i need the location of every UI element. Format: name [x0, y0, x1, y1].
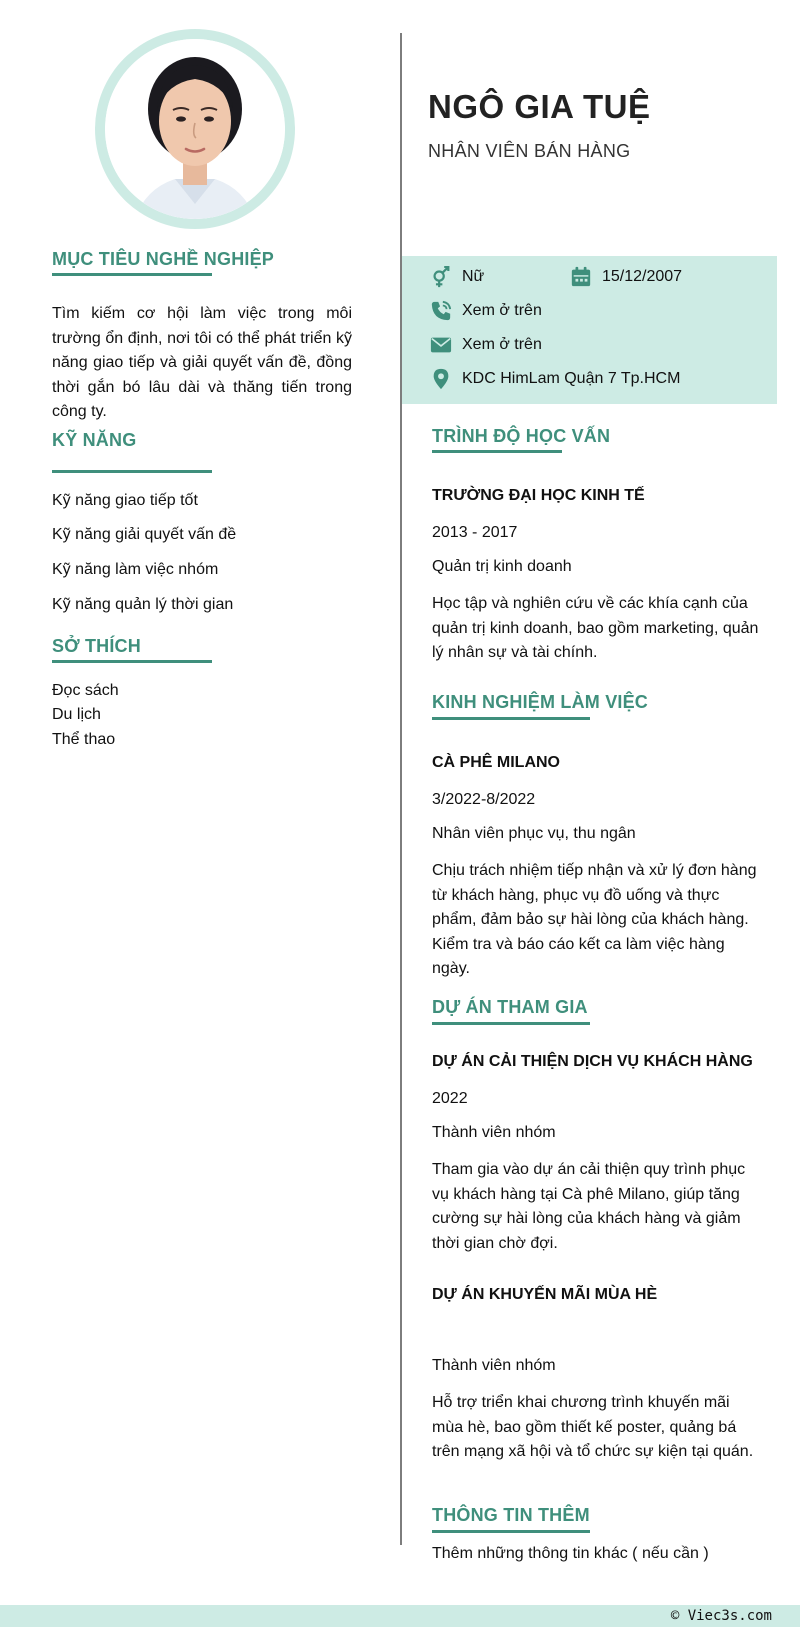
objective-text: Tìm kiếm cơ hội làm việc trong môi trường ổn định, nơi tôi có thể phát triển kỹ năng giao tiếp và giải quyết vấn đề, đồng thời gắn bó lâu dài và thăng tiến trong công ty. [52, 305, 352, 420]
projects-title: DỰ ÁN THAM GIA [432, 997, 588, 1017]
hobby-item: Thể thao [52, 731, 116, 748]
hobbies-title: SỞ THÍCH [52, 636, 141, 656]
skills-title: KỸ NĂNG [52, 430, 137, 450]
project-description: Tham gia vào dự án cải thiện quy trình phục vụ khách hàng tại Cà phê Milano, giúp tăng cường sự hài lòng của khách hàng và giảm thời gian chờ đợi. [432, 1161, 746, 1252]
calendar-icon [570, 266, 592, 288]
experience-description: Chịu trách nhiệm tiếp nhận và xử lý đơn hàng từ khách hàng, phục vụ đồ uống và thực phẩm, đảm bảo sự hài lòng của khách hàng. Kiểm tra và báo cáo kết ca làm việc hàng ngày. [432, 862, 757, 977]
project-role: Thành viên nhóm [432, 1124, 556, 1141]
location-pin-icon [430, 368, 452, 390]
skill-item: Kỹ năng làm việc nhóm [52, 561, 219, 578]
experience-position: Nhân viên phục vụ, thu ngân [432, 825, 636, 842]
skills-underline [52, 470, 212, 473]
school-name: TRƯỜNG ĐẠI HỌC KINH TẾ [432, 487, 645, 504]
additional-title: THÔNG TIN THÊM [432, 1505, 590, 1525]
project-role: Thành viên nhóm [432, 1357, 556, 1374]
objective-underline [52, 273, 212, 276]
additional-underline [432, 1530, 590, 1533]
contact-box [402, 256, 777, 404]
education-title: TRÌNH ĐỘ HỌC VẤN [432, 426, 611, 446]
phone-icon [430, 300, 452, 322]
avatar [95, 29, 295, 229]
projects-underline [432, 1022, 590, 1025]
hobbies-underline [52, 660, 212, 663]
experience-period: 3/2022-8/2022 [432, 791, 536, 808]
footer-credit: © Viec3s.com [670, 1608, 772, 1624]
footer-bar [0, 1605, 800, 1627]
candidate-name: NGÔ GIA TUỆ [428, 88, 651, 125]
project-description: Hỗ trợ triển khai chương trình khuyến mãi mùa hè, bao gồm thiết kế poster, quảng bá trên mạng xã hội và tổ chức sự kiện tại quán. [432, 1394, 754, 1460]
education-period: 2013 - 2017 [432, 524, 518, 541]
skill-item: Kỹ năng giao tiếp tốt [52, 492, 198, 509]
hobby-item: Du lịch [52, 706, 101, 723]
education-major: Quản trị kinh doanh [432, 558, 572, 575]
birthdate-value: 15/12/2007 [602, 268, 683, 285]
portrait-photo [105, 39, 285, 219]
project-name: DỰ ÁN KHUYẾN MÃI MÙA HÈ [432, 1286, 658, 1303]
additional-text: Thêm những thông tin khác ( nếu cần ) [432, 1545, 709, 1562]
email-icon [430, 334, 452, 356]
education-underline [432, 450, 562, 453]
project-name: DỰ ÁN CẢI THIỆN DỊCH VỤ KHÁCH HÀNG [432, 1053, 753, 1070]
experience-underline [432, 717, 590, 720]
gender-value: Nữ [462, 268, 485, 285]
job-title: NHÂN VIÊN BÁN HÀNG [428, 141, 631, 161]
portrait-icon [105, 39, 285, 219]
skill-item: Kỹ năng giải quyết vấn đề [52, 526, 237, 543]
education-description: Học tập và nghiên cứu về các khía cạnh của quản trị kinh doanh, bao gồm marketing, quản lý nhân sự và tài chính. [432, 595, 759, 661]
phone-value: Xem ở trên [462, 302, 542, 319]
skill-item: Kỹ năng quản lý thời gian [52, 596, 234, 613]
address-value: KDC HimLam Quận 7 Tp.HCM [462, 370, 681, 387]
gender-icon [430, 266, 452, 288]
objective-title: MỤC TIÊU NGHỀ NGHIỆP [52, 249, 275, 269]
hobby-item: Đọc sách [52, 682, 119, 699]
project-year: 2022 [432, 1090, 468, 1107]
experience-title: KINH NGHIỆM LÀM VIỆC [432, 692, 649, 712]
company-name: CÀ PHÊ MILANO [432, 754, 560, 771]
email-value: Xem ở trên [462, 336, 542, 353]
